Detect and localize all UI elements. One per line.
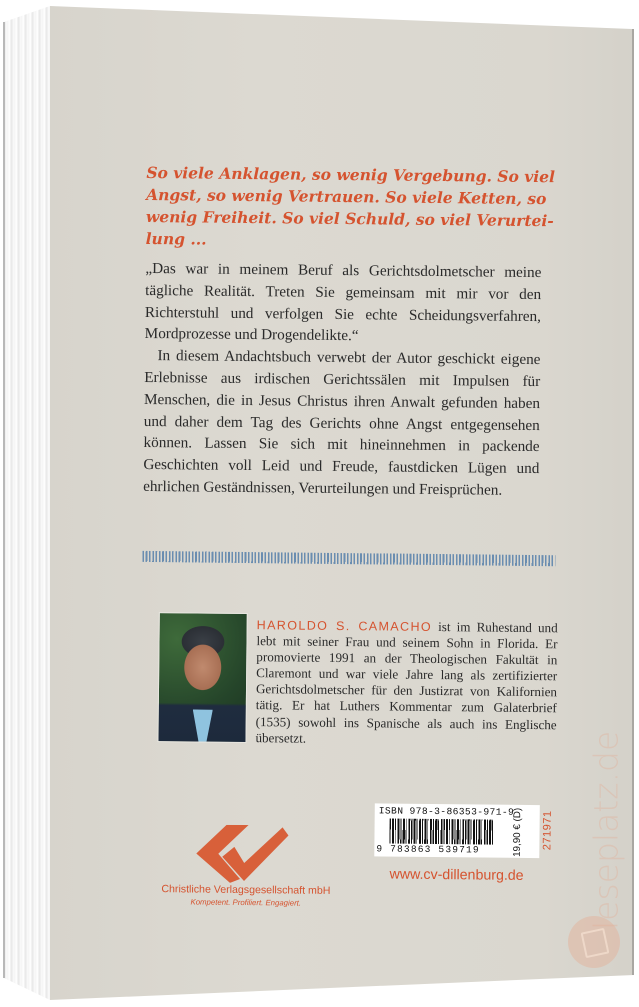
isbn-number: ISBN 978-3-86353-971-9 — [378, 805, 515, 818]
barcode-digits: 9 783863 539719 — [376, 843, 480, 856]
striped-divider — [142, 551, 555, 566]
watermark-text: leseplatz.de — [586, 730, 626, 930]
author-bio — [255, 617, 557, 749]
description-paragraph-2: In diesem Andachtsbuch verwebt der Autor geschickt eigene Erlebnisse aus irdischen Gerichtssälen mit Impulsen für Menschen, die in Jesus Christus ihren Anwalt gefunden haben und daher dem Tag des Gerichts ohne Angst entgegensehen können. Lassen Sie sich mit hineinnehmen in packende Geschichten voll Leid und Freude, faustdicken Lügen und ehrlichen Geständnissen, Verurteilungen und Freisprüchen. — [143, 347, 541, 499]
price: 19,90 € (D) — [511, 807, 524, 857]
author-photo-shirt — [192, 709, 212, 741]
description-paragraph-1: „Das war in meinem Beruf als Gerichtsdolmetscher meine tägliche Realität. Treten Sie gemeinsam mit mir vor den Richterstuhl und verfolgen Sie echte Scheidungsverfahren, Mordprozesse und Drogendelikte.“ — [144, 259, 542, 345]
lead-quote: So viele Anklagen, so wenig Vergebung. So viel Angst, so wenig Vertrauen. So viele Ketten, so wenig Freiheit. So viel Schuld, so viel Verurteilung ... — [145, 162, 556, 249]
description — [143, 258, 541, 502]
publisher-name: Christliche Verlagsgesellschaft mbH — [161, 883, 331, 897]
barcode-icon — [389, 819, 494, 845]
author-bio-text: ist im Ruhestand und lebt mit seiner Frau und seinem Sohn in Florida. Er promovierte 1991 an der Theologischen Fakultät in Claremont und war viele Jahre lang als zertifizierter Gerichtsdolmetscher für den Justizrat von Kalifornien tätig. Er hat Luthers Kommentar zum Galaterbrief (1535) sowohl ins Spanische als auch ins Englische übersetzt. — [255, 618, 558, 746]
author-photo — [157, 612, 247, 743]
article-number: 271971 — [541, 810, 554, 851]
isbn-barcode-label — [374, 803, 540, 858]
publisher-website: www.cv-dillenburg.de — [389, 866, 524, 884]
author-name: HAROLDO S. CAMACHO — [256, 618, 433, 634]
cv-checkmark-logo-icon — [196, 825, 289, 884]
publisher-tagline: Kompetent. Profiliert. Engagiert. — [190, 897, 302, 908]
